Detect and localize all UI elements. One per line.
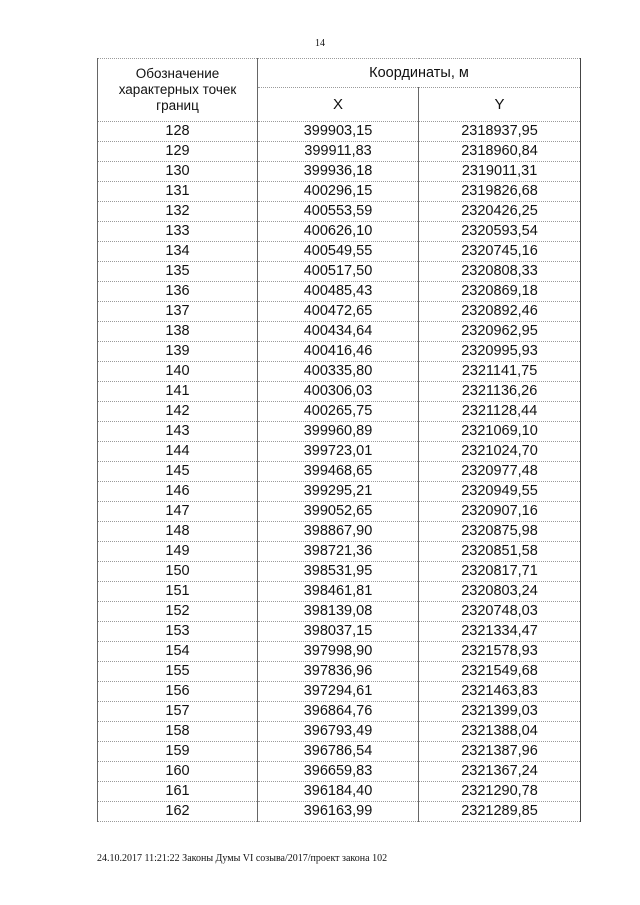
table-row	[98, 662, 581, 682]
cell-point: 148	[98, 522, 258, 542]
cell-y: 2320907,16	[419, 502, 581, 522]
cell-x: 400485,43	[258, 282, 419, 302]
table-row	[98, 542, 581, 562]
cell-point: 136	[98, 282, 258, 302]
cell-x: 400549,55	[258, 242, 419, 262]
cell-x: 396793,49	[258, 722, 419, 742]
table-row	[98, 202, 581, 222]
table-header	[98, 59, 581, 122]
cell-x: 398461,81	[258, 582, 419, 602]
table-row	[98, 362, 581, 382]
cell-x: 397998,90	[258, 642, 419, 662]
cell-point: 156	[98, 682, 258, 702]
cell-point: 145	[98, 462, 258, 482]
header-x: X	[258, 88, 419, 122]
cell-y: 2321399,03	[419, 702, 581, 722]
table-row	[98, 342, 581, 362]
cell-x: 396786,54	[258, 742, 419, 762]
header-y: Y	[419, 88, 581, 122]
cell-point: 152	[98, 602, 258, 622]
table-row	[98, 302, 581, 322]
cell-point: 147	[98, 502, 258, 522]
cell-point: 149	[98, 542, 258, 562]
cell-y: 2319826,68	[419, 182, 581, 202]
cell-point: 144	[98, 442, 258, 462]
table-row	[98, 162, 581, 182]
cell-y: 2321463,83	[419, 682, 581, 702]
cell-point: 151	[98, 582, 258, 602]
cell-y: 2320875,98	[419, 522, 581, 542]
cell-x: 400626,10	[258, 222, 419, 242]
cell-point: 141	[98, 382, 258, 402]
cell-point: 150	[98, 562, 258, 582]
table-row	[98, 622, 581, 642]
cell-point: 154	[98, 642, 258, 662]
table-row	[98, 442, 581, 462]
cell-y: 2319011,31	[419, 162, 581, 182]
cell-y: 2321367,24	[419, 762, 581, 782]
cell-x: 396864,76	[258, 702, 419, 722]
cell-y: 2321549,68	[419, 662, 581, 682]
cell-point: 162	[98, 802, 258, 822]
cell-y: 2320851,58	[419, 542, 581, 562]
cell-y: 2321387,96	[419, 742, 581, 762]
cell-point: 153	[98, 622, 258, 642]
cell-x: 400296,15	[258, 182, 419, 202]
cell-point: 135	[98, 262, 258, 282]
cell-point: 128	[98, 122, 258, 142]
cell-y: 2321024,70	[419, 442, 581, 462]
table-row	[98, 502, 581, 522]
table-row	[98, 562, 581, 582]
cell-y: 2321578,93	[419, 642, 581, 662]
cell-y: 2320745,16	[419, 242, 581, 262]
cell-point: 137	[98, 302, 258, 322]
table-row	[98, 582, 581, 602]
table-row	[98, 462, 581, 482]
cell-x: 398139,08	[258, 602, 419, 622]
cell-y: 2320817,71	[419, 562, 581, 582]
cell-point: 143	[98, 422, 258, 442]
table-row	[98, 762, 581, 782]
cell-x: 400335,80	[258, 362, 419, 382]
cell-point: 160	[98, 762, 258, 782]
table-row	[98, 682, 581, 702]
cell-x: 398037,15	[258, 622, 419, 642]
table-row	[98, 242, 581, 262]
cell-x: 398721,36	[258, 542, 419, 562]
table-row	[98, 222, 581, 242]
page-number: 14	[315, 38, 325, 49]
cell-point: 139	[98, 342, 258, 362]
cell-y: 2320892,46	[419, 302, 581, 322]
cell-y: 2320962,95	[419, 322, 581, 342]
table-row	[98, 802, 581, 822]
footer-stamp: 24.10.2017 11:21:22 Законы Думы VI созыва/2017/проект закона 102	[97, 853, 388, 864]
table-row	[98, 142, 581, 162]
table-row	[98, 282, 581, 302]
cell-x: 399052,65	[258, 502, 419, 522]
cell-y: 2321289,85	[419, 802, 581, 822]
cell-point: 131	[98, 182, 258, 202]
cell-y: 2321388,04	[419, 722, 581, 742]
cell-y: 2320748,03	[419, 602, 581, 622]
cell-x: 399468,65	[258, 462, 419, 482]
cell-x: 400434,64	[258, 322, 419, 342]
cell-x: 399723,01	[258, 442, 419, 462]
cell-x: 399903,15	[258, 122, 419, 142]
cell-point: 132	[98, 202, 258, 222]
cell-point: 130	[98, 162, 258, 182]
table-row	[98, 602, 581, 622]
cell-x: 396659,83	[258, 762, 419, 782]
cell-x: 396184,40	[258, 782, 419, 802]
cell-x: 400306,03	[258, 382, 419, 402]
table-row	[98, 402, 581, 422]
cell-y: 2320869,18	[419, 282, 581, 302]
table-row	[98, 382, 581, 402]
cell-y: 2321334,47	[419, 622, 581, 642]
table-row	[98, 182, 581, 202]
table-row	[98, 422, 581, 442]
cell-point: 140	[98, 362, 258, 382]
table-row	[98, 782, 581, 802]
cell-point: 146	[98, 482, 258, 502]
table-row	[98, 702, 581, 722]
cell-point: 158	[98, 722, 258, 742]
cell-y: 2318937,95	[419, 122, 581, 142]
header-point-designation: Обозначение характерных точек границ	[98, 59, 258, 122]
table-row	[98, 742, 581, 762]
table-row	[98, 642, 581, 662]
cell-y: 2318960,84	[419, 142, 581, 162]
cell-y: 2320995,93	[419, 342, 581, 362]
cell-point: 142	[98, 402, 258, 422]
cell-x: 399960,89	[258, 422, 419, 442]
table-row	[98, 482, 581, 502]
cell-x: 400265,75	[258, 402, 419, 422]
table-row	[98, 522, 581, 542]
cell-y: 2321141,75	[419, 362, 581, 382]
cell-point: 161	[98, 782, 258, 802]
cell-y: 2321290,78	[419, 782, 581, 802]
cell-x: 396163,99	[258, 802, 419, 822]
cell-point: 129	[98, 142, 258, 162]
cell-y: 2321128,44	[419, 402, 581, 422]
cell-point: 155	[98, 662, 258, 682]
header-coordinates: Координаты, м	[258, 59, 581, 88]
cell-x: 399295,21	[258, 482, 419, 502]
cell-x: 398531,95	[258, 562, 419, 582]
cell-x: 400472,65	[258, 302, 419, 322]
cell-point: 138	[98, 322, 258, 342]
cell-x: 398867,90	[258, 522, 419, 542]
cell-x: 400517,50	[258, 262, 419, 282]
cell-y: 2320808,33	[419, 262, 581, 282]
table-row	[98, 322, 581, 342]
cell-y: 2321069,10	[419, 422, 581, 442]
coordinates-table	[97, 58, 581, 822]
cell-y: 2320426,25	[419, 202, 581, 222]
cell-x: 399911,83	[258, 142, 419, 162]
cell-point: 157	[98, 702, 258, 722]
table-row	[98, 262, 581, 282]
cell-y: 2320593,54	[419, 222, 581, 242]
cell-point: 134	[98, 242, 258, 262]
cell-x: 399936,18	[258, 162, 419, 182]
cell-x: 400416,46	[258, 342, 419, 362]
cell-y: 2321136,26	[419, 382, 581, 402]
cell-y: 2320977,48	[419, 462, 581, 482]
header-row-top	[98, 59, 581, 88]
table-row	[98, 722, 581, 742]
cell-point: 133	[98, 222, 258, 242]
table-row	[98, 122, 581, 142]
cell-x: 397836,96	[258, 662, 419, 682]
table-body	[98, 122, 581, 822]
cell-y: 2320949,55	[419, 482, 581, 502]
cell-y: 2320803,24	[419, 582, 581, 602]
cell-x: 397294,61	[258, 682, 419, 702]
cell-x: 400553,59	[258, 202, 419, 222]
cell-point: 159	[98, 742, 258, 762]
